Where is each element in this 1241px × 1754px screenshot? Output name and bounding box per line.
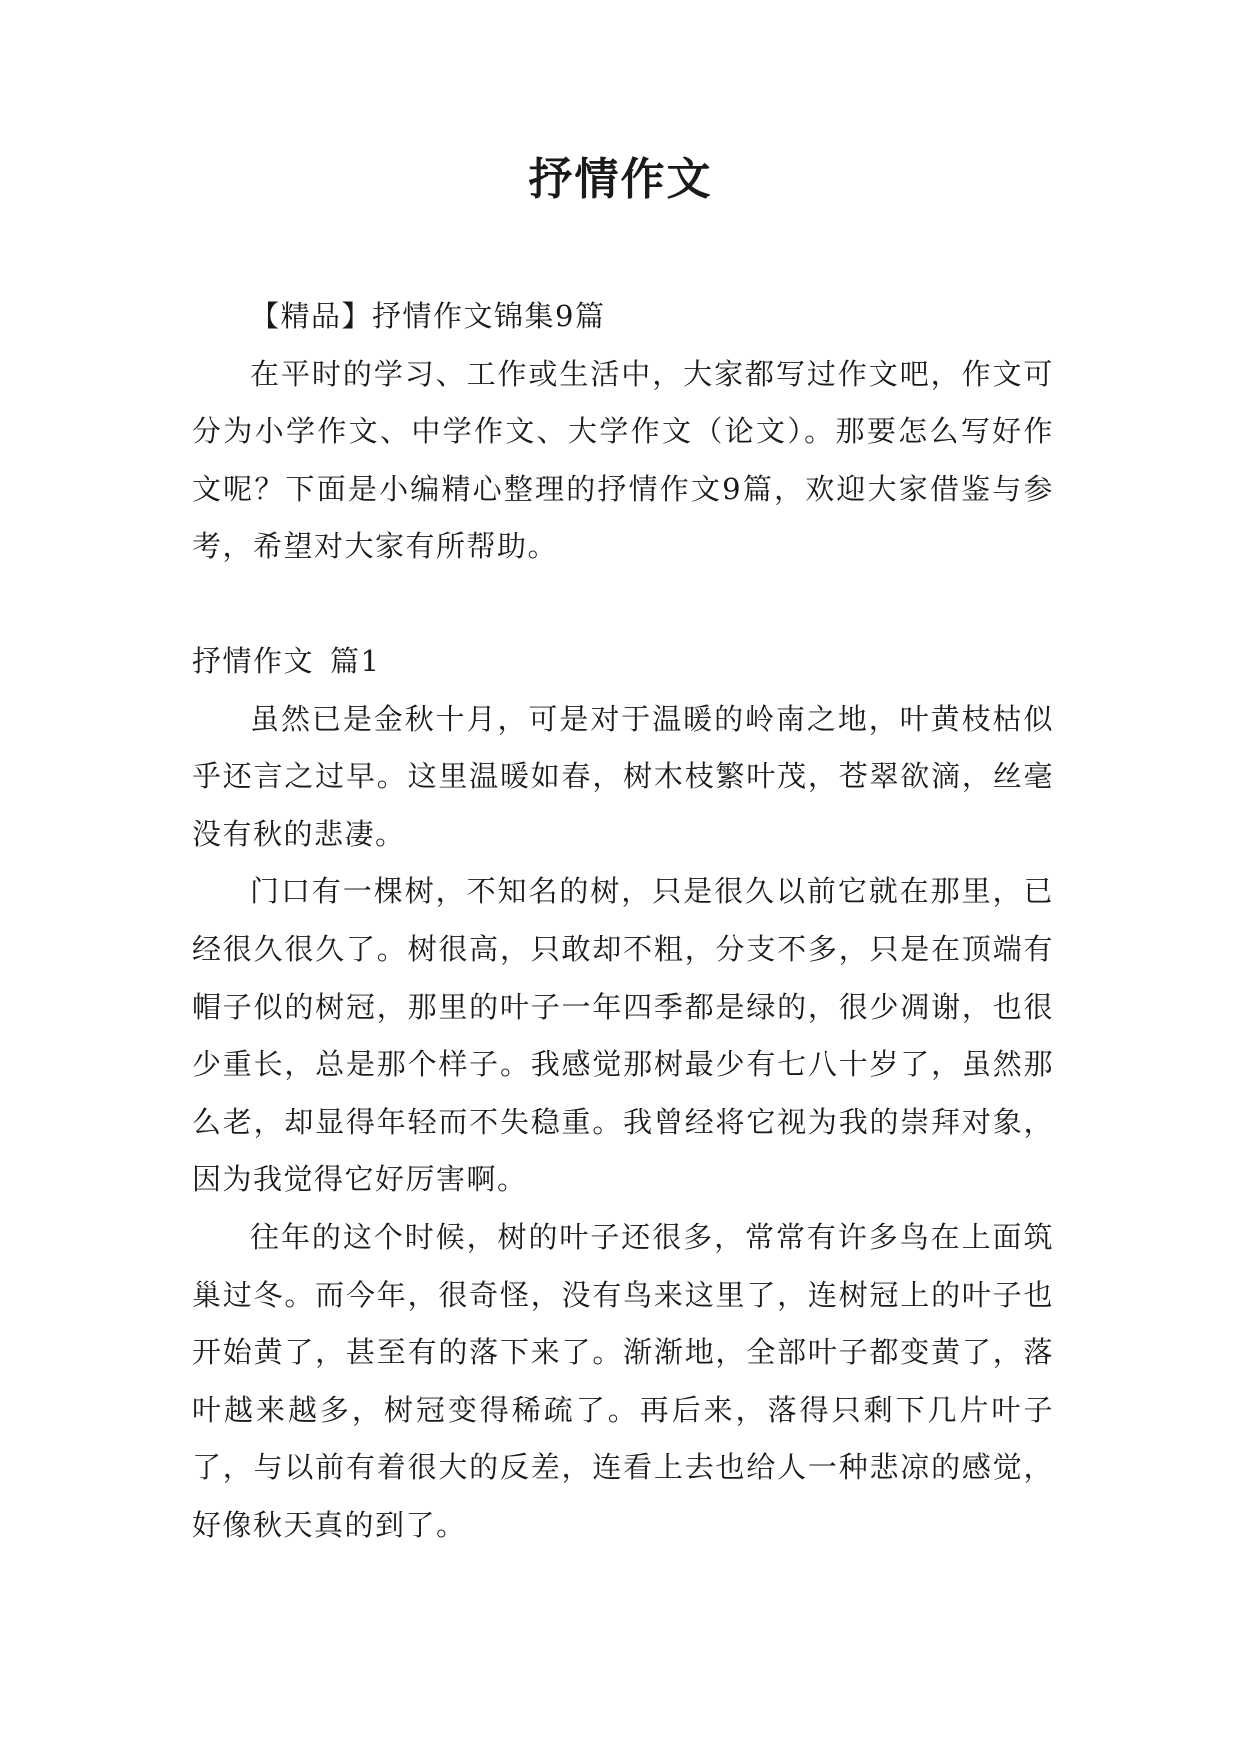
section-paragraph-2: 门口有一棵树，不知名的树，只是很久以前它就在那里，已经很久很久了。树很高，只敢却不粗，分支不多，只是在顶端有帽子似的树冠，那里的叶子一年四季都是绿的，很少凋谢，也很少重长，总是那个样子。我感觉那树最少有七八十岁了，虽然那么老，却显得年轻而不失稳重。我曾经将它视为我的崇拜对象，因为我觉得它好厉害啊。 xyxy=(192,874,1054,1197)
section-heading-name: 抒情作文 xyxy=(192,643,315,678)
section-paragraph-3: 往年的这个时候，树的叶子还很多，常常有许多鸟在上面筑巢过冬。而今年，很奇怪，没有鸟来这里了，连树冠上的叶子也开始黄了，甚至有的落下来了。渐渐地，全部叶子都变黄了，落叶越来越多，树冠变得稀疏了。再后来，落得只剩下几片叶子了，与以前有着很大的反差，连看上去也给人一种悲凉的感觉，好像秋天真的到了。 xyxy=(192,1219,1054,1542)
collection-subtitle: 【精品】抒情作文锦集9篇 xyxy=(250,299,606,333)
section-heading-number: 篇1 xyxy=(330,643,381,678)
document-title: 抒情作文 xyxy=(528,154,713,205)
section-heading xyxy=(192,633,1054,691)
document-body xyxy=(192,288,1054,1554)
section-paragraph-1: 虽然已是金秋十月，可是对于温暖的岭南之地，叶黄枝枯似乎还言之过早。这里温暖如春，树木枝繁叶茂，苍翠欲滴，丝毫没有秋的悲凄。 xyxy=(192,701,1054,851)
intro-paragraph: 在平时的学习、工作或生活中，大家都写过作文吧，作文可分为小学作文、中学作文、大学作文（论文）。那要怎么写好作文呢？下面是小编精心整理的抒情作文9篇，欢迎大家借鉴与参考，希望对大家有所帮助。 xyxy=(192,356,1054,564)
